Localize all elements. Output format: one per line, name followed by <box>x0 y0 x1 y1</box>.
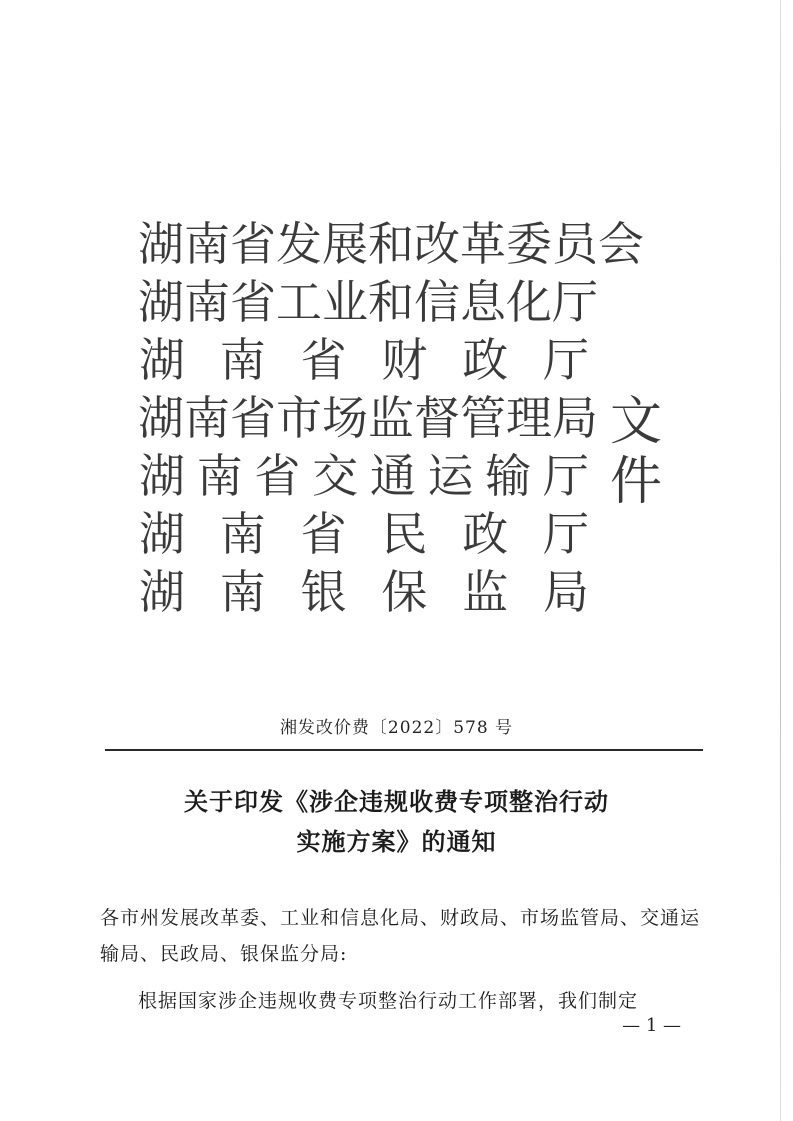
body-paragraph: 根据国家涉企违规收费专项整治行动工作部署，我们制定 <box>138 990 639 1012</box>
title-line-1: 关于印发《涉企违规收费专项整治行动 <box>184 787 609 816</box>
issuer-line <box>138 450 590 502</box>
scan-edge <box>780 0 781 1121</box>
issuer-line <box>138 508 590 560</box>
issuer-char: 湖 <box>138 275 184 329</box>
issuer-char: 南 <box>184 217 230 271</box>
issuer-char: 湖 <box>139 507 185 561</box>
issuer-char: 湖 <box>138 391 184 445</box>
issuer-char: 保 <box>381 565 428 619</box>
issuer-char: 和 <box>368 275 414 329</box>
document-title <box>0 782 793 862</box>
issuer-char: 厅 <box>552 275 598 329</box>
recipients: 各市州发展改革委、工业和信息化局、财政局、市场监管局、交通运输局、民政局、银保监分局: <box>100 907 701 965</box>
issuer-char: 厅 <box>542 333 589 387</box>
issuer-char: 和 <box>368 217 414 271</box>
issuer-char: 南 <box>184 391 230 445</box>
issuer-char: 省 <box>230 217 276 271</box>
issuer-char: 改 <box>414 217 460 271</box>
issuer-char: 厅 <box>542 449 589 503</box>
separator-rule <box>105 749 703 751</box>
issuer-char: 输 <box>485 449 532 503</box>
issuer-char: 省 <box>254 449 301 503</box>
issuer-char: 政 <box>462 507 509 561</box>
issuer-char: 湖 <box>138 217 184 271</box>
issuer-char: 运 <box>427 449 474 503</box>
issuer-char: 民 <box>381 507 428 561</box>
issuer-char: 财 <box>381 333 428 387</box>
issuer-char: 业 <box>322 275 368 329</box>
issuer-line <box>138 334 590 386</box>
issuer-char: 发 <box>276 217 322 271</box>
issuer-char: 市 <box>276 391 322 445</box>
issuer-char: 政 <box>462 333 509 387</box>
issuer-char: 管 <box>460 391 506 445</box>
issuer-char: 交 <box>312 449 359 503</box>
title-line-2: 实施方案》的通知 <box>296 827 497 856</box>
issuer-char: 湖 <box>139 333 185 387</box>
page-number-text: — 1 — <box>622 1015 681 1036</box>
issuer-char: 省 <box>300 507 347 561</box>
issuer-char: 银 <box>300 565 347 619</box>
issuer-char: 南 <box>184 275 230 329</box>
issuer-char: 局 <box>552 391 598 445</box>
document-suffix: 文件 <box>610 392 665 512</box>
issuer-char: 工 <box>276 275 322 329</box>
issuer-char: 南 <box>219 333 266 387</box>
issuer-char: 厅 <box>542 507 589 561</box>
issuer-char: 督 <box>414 391 460 445</box>
issuer-char: 会 <box>598 217 644 271</box>
issuer-char: 南 <box>219 565 266 619</box>
issuer-char: 委 <box>506 217 552 271</box>
issuer-char: 监 <box>462 565 509 619</box>
issuer-char: 理 <box>506 391 552 445</box>
issuer-char: 湖 <box>139 449 185 503</box>
issuer-char: 员 <box>552 217 598 271</box>
issuer-char: 监 <box>368 391 414 445</box>
issuer-char: 省 <box>230 275 276 329</box>
issuer-char: 省 <box>230 391 276 445</box>
issuer-char: 革 <box>460 217 506 271</box>
issuer-char: 省 <box>300 333 347 387</box>
issuer-line <box>138 217 644 271</box>
issuer-line <box>138 275 598 329</box>
document-number: 湘发改价费〔2022〕578 号 <box>279 718 514 738</box>
issuer-char: 场 <box>322 391 368 445</box>
issuer-char: 信 <box>414 275 460 329</box>
issuer-char: 南 <box>196 449 243 503</box>
issuer-char: 展 <box>322 217 368 271</box>
issuer-line <box>138 391 598 445</box>
issuer-char: 局 <box>542 565 589 619</box>
issuer-line <box>138 566 590 618</box>
issuer-char: 南 <box>219 507 266 561</box>
issuer-char: 息 <box>460 275 506 329</box>
issuer-char: 通 <box>369 449 416 503</box>
issuer-char: 化 <box>506 275 552 329</box>
issuer-char: 湖 <box>139 565 185 619</box>
